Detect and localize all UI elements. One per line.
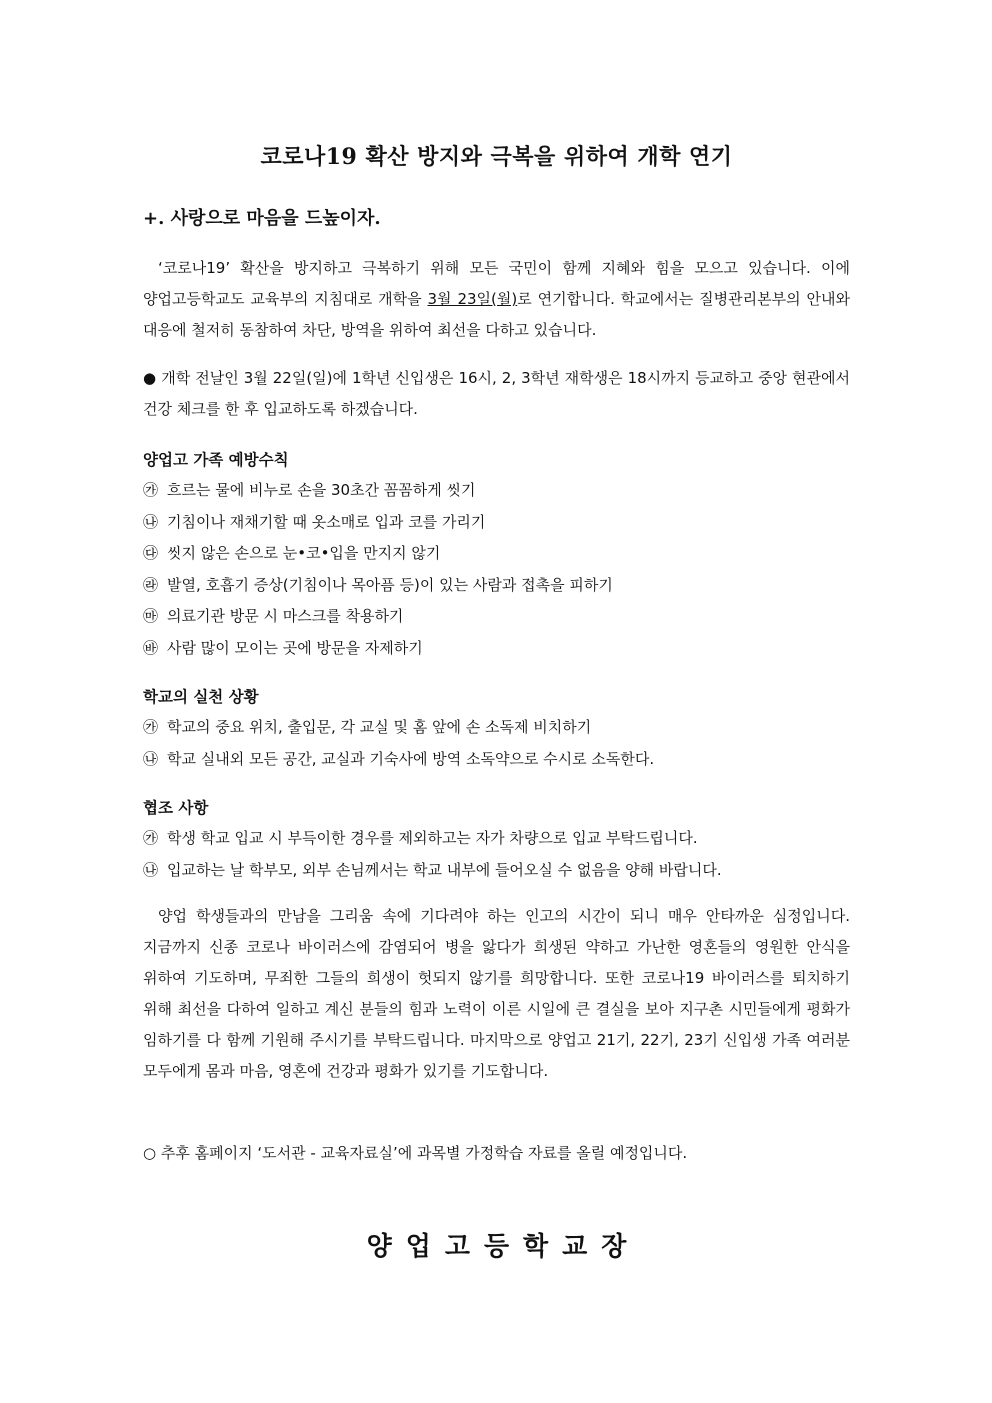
school-actions-list bbox=[143, 712, 654, 775]
cooperation-list bbox=[143, 823, 722, 886]
list-item bbox=[143, 712, 654, 744]
principal-signature: 양업고등학교장 bbox=[366, 1232, 641, 1262]
list-marker: ㉯ bbox=[143, 512, 159, 531]
intro-text-after: 로 연기합니다. 학교에서는 질병관리본부의 안내와 대응에 철저히 동참하여 차단, 방역을 위하여 최선을 다하고 있습니다. bbox=[143, 290, 850, 339]
list-marker: ㉮ bbox=[143, 829, 159, 847]
list-marker: ㉱ bbox=[143, 575, 159, 594]
list-item bbox=[143, 601, 613, 633]
list-item bbox=[143, 538, 613, 570]
list-marker: ㉳ bbox=[143, 638, 159, 657]
list-item bbox=[143, 633, 613, 665]
list-item bbox=[143, 855, 722, 887]
family-rules-heading: 양업고 가족 예방수칙 bbox=[143, 451, 289, 469]
list-marker: ㉮ bbox=[143, 718, 159, 736]
list-item-text: 흐르는 물에 비누로 손을 30초간 꼼꼼하게 씻기 bbox=[167, 481, 476, 499]
list-item-text: 씻지 않은 손으로 눈•코•입을 만지지 않기 bbox=[167, 544, 441, 562]
list-item-text: 의료기관 방문 시 마스크를 착용하기 bbox=[167, 607, 404, 625]
list-item bbox=[143, 570, 613, 602]
cooperation-heading: 협조 사항 bbox=[143, 799, 209, 817]
family-rules-list bbox=[143, 475, 613, 664]
list-item-text: 기침이나 재채기할 때 옷소매로 입과 코를 가리기 bbox=[167, 512, 486, 531]
intro-text-before: ‘코로나19’ 확산을 방지하고 극복하기 위해 모든 국민이 함께 지혜와 힘을 모으고 있습니다. 이에 양업고등학교도 교육부의 지침대로 개학을 bbox=[143, 259, 850, 308]
list-item-text: 사람 많이 모이는 곳에 방문을 자제하기 bbox=[167, 638, 423, 657]
document-title: 코로나19 확산 방지와 극복을 위하여 개학 연기 bbox=[260, 144, 733, 170]
list-item-text: 학교 실내외 모든 공간, 교실과 기숙사에 방역 소독약으로 수시로 소독한다. bbox=[167, 749, 655, 768]
closing-paragraph: 양업 학생들과의 만남을 그리움 속에 기다려야 하는 인고의 시간이 되니 매우 안타까운 심정입니다. 지금까지 신종 코로나 바이러스에 감염되어 병을 앓다가 희생된 약하고 가난한 영혼들의 영원한 안식을 위하여 기도하며, 무죄한 그들의 희생이 헛되지 않기를 희망합니다. 또한 코로나19 바이러스를 퇴치하기 위해 최선을 다하여 일하고 계신 분들의 힘과 노력이 이른 시일에 큰 결실을 보아 지구촌 시민들에게 평화가 임하기를 다 함께 기원해 주시기를 부탁드립니다. 마지막으로 양업고 21기, 22기, 23기 신입생 가족 여러분 모두에게 몸과 마음, 영혼에 건강과 평화가 있기를 기도합니다. bbox=[143, 907, 850, 1080]
list-item-text: 입교하는 날 학부모, 외부 손님께서는 학교 내부에 들어오실 수 없음을 양해 바랍니다. bbox=[167, 860, 722, 879]
list-marker: ㉰ bbox=[143, 544, 159, 562]
list-item-text: 학교의 중요 위치, 출입문, 각 교실 및 홈 앞에 손 소독제 비치하기 bbox=[167, 718, 592, 736]
intro-date: 3월 23일(월) bbox=[427, 290, 518, 308]
list-item bbox=[143, 823, 722, 855]
notice-bullet: ● 개학 전날인 3월 22일(일)에 1학년 신입생은 16시, 2, 3학년 재학생은 18시까지 등교하고 중앙 현관에서 건강 체크를 한 후 입교하도록 하겠습니다. bbox=[143, 369, 850, 418]
list-item bbox=[143, 507, 613, 539]
list-marker: ㉮ bbox=[143, 481, 159, 499]
document-subtitle: +. 사랑으로 마음을 드높이자. bbox=[143, 208, 381, 229]
list-item bbox=[143, 744, 654, 776]
list-marker: ㉯ bbox=[143, 749, 159, 768]
list-marker: ㉯ bbox=[143, 860, 159, 879]
list-item bbox=[143, 475, 613, 507]
intro-paragraph bbox=[143, 253, 850, 346]
school-actions-heading: 학교의 실천 상황 bbox=[143, 688, 259, 706]
homepage-note: ○ 추후 홈페이지 ‘도서관 - 교육자료실’에 과목별 가정학습 자료를 올릴 예정입니다. bbox=[143, 1144, 688, 1162]
list-item-text: 학생 학교 입교 시 부득이한 경우를 제외하고는 자가 차량으로 입교 부탁드립니다. bbox=[167, 829, 698, 847]
list-marker: ㉲ bbox=[143, 607, 159, 625]
list-item-text: 발열, 호흡기 증상(기침이나 목아픔 등)이 있는 사람과 접촉을 피하기 bbox=[167, 575, 613, 594]
